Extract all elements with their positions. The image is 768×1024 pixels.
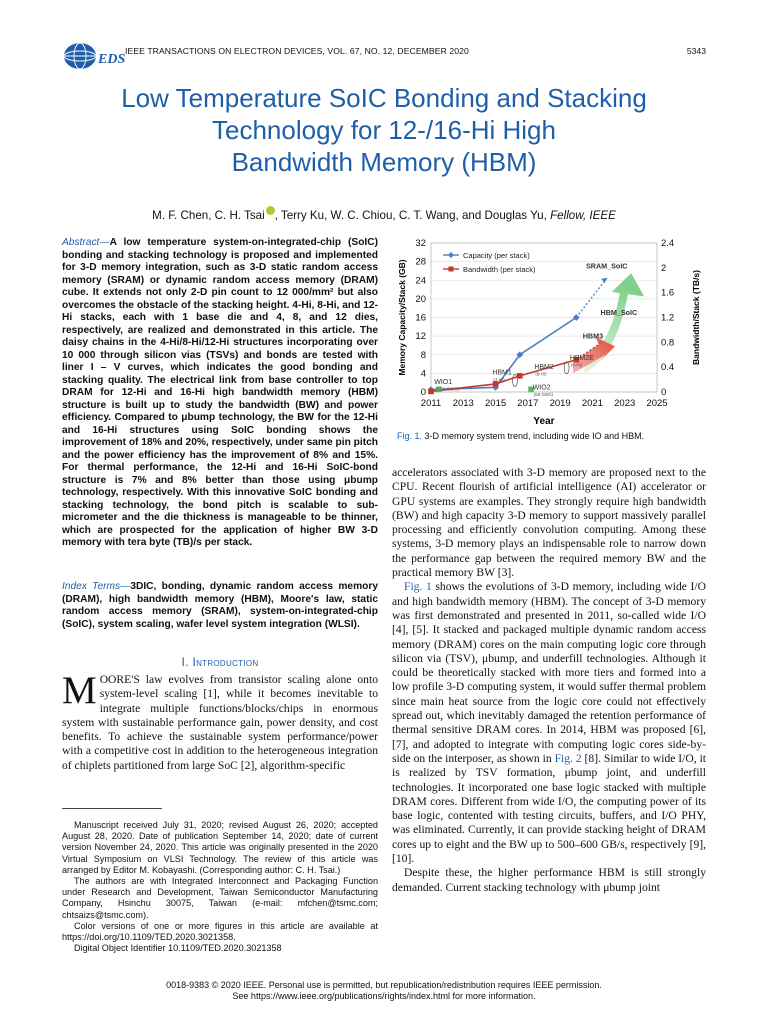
footnotes bbox=[62, 820, 378, 954]
title-line: Technology for 12-/16-Hi High bbox=[212, 115, 556, 145]
y-tick-right: 2.4 bbox=[661, 238, 675, 249]
y-tick-left: 8 bbox=[420, 349, 426, 361]
annotation-sublabel: (8-Hi) bbox=[535, 371, 547, 377]
y-tick-left: 28 bbox=[415, 256, 426, 268]
paragraph-text: shows the evolutions of 3-D memory, including wide I/O and high bandwidth memory (HBM). The concept of 3-D memory was first demonstrated and presented in 2011, so-called wide I/O [4], [5]. It stacked and packaged multiple dynamic random access memory (DRAM) cores on the main computing logic core through silicon via (TSV), μbump, and underfill technologies. Although it could be theoretically stacked with more tiers and formed into a low profile 3-D computing system, it would suffer thermal problem since main heat source from the logic core could not effectively spread out, which inevitably damaged the retention performance of thermal sensitive DRAM cores. In 2014, HBM was proposed [6], [7], and adopted to integrate with computing logic cores side-by-side on the interposer, as shown in bbox=[392, 580, 706, 765]
y-tick-left: 24 bbox=[415, 275, 426, 287]
running-head: IEEE TRANSACTIONS ON ELECTRON DEVICES, VOL. 67, NO. 12, DECEMBER 2020 bbox=[125, 46, 469, 56]
right-column-body bbox=[392, 466, 706, 895]
y-tick-left: 32 bbox=[415, 238, 426, 249]
eds-logo bbox=[62, 36, 126, 76]
author-honor: Fellow, IEEE bbox=[550, 209, 616, 222]
section-heading bbox=[62, 655, 378, 669]
figure-label[interactable]: Fig. 1. bbox=[397, 431, 423, 441]
trend-arrows bbox=[512, 273, 644, 386]
drop-cap: M bbox=[62, 669, 97, 712]
abstract: Abstract—A low temperature system-on-integrated-chip (SoIC) bonding and stacking technology is proposed and implemented for 3-D memory integration, such as 3-D static random access memory (SRAM) or dynamic random access memory (DRAM) cube. It extends not only 2-D pin count to 12 000/mm² but also overcomes the obstacle of the stacking height. 4-Hi, 8-Hi, and 12-Hi stacks, each with 1 base die and 4, 8, and 12 dies, respectively, are realized and demonstrated in this article. The daisy chains in the 4-Hi/8-Hi/12-Hi structures incorporating over 10 000 through silicon vias (TSVs) and bonds are tested with liner I – V curves, which indicates the good bonding and stacking quality. The electrical link from base controller to top DRAM for 12-Hi and 16-Hi high bandwidth memory (HBM) structure is built up to study the bandwidth (BW) and power efficiency. Compared to μbump technology, the BW for the 12-Hi and 16-Hi structures using SoIC bonding shows the improvement of 18% and 20%, respectively, under same pin pitch and the power efficiency has the improvement of 8% and 15%. For thermal performance, the 12-Hi and 16-Hi SoIC-bond structure is 7% and 8% better than those using μbump technology, respectively. With this innovative SoIC bonding and stacking technology, the bond pitch is scalable to sub-micrometer and the die thickness is manageable to be thinner, which are prospected for the application of higher BW 3-D memory with tera byte (TB)/s per stack. bbox=[62, 237, 378, 548]
copyright-line: 0018-9383 © 2020 IEEE. Personal use is permitted, but republication/redistribution requires IEEE permission. bbox=[166, 980, 602, 990]
author-names: M. F. Chen, C. H. Tsai bbox=[152, 209, 265, 222]
x-tick: 2021 bbox=[581, 398, 603, 409]
orcid-icon[interactable] bbox=[266, 206, 275, 215]
annotation-sublabel: (68 GB/s) bbox=[533, 392, 553, 398]
fig1-chart bbox=[393, 233, 707, 429]
figure-caption-text: 3-D memory system trend, including wide IO and HBM. bbox=[424, 431, 645, 441]
figure-caption bbox=[397, 431, 644, 441]
annotation-label: HBM1 bbox=[492, 369, 512, 377]
x-tick: 2025 bbox=[646, 398, 668, 409]
y-tick-right: 1.2 bbox=[661, 312, 675, 324]
y-axis-label-right: Bandwidth/Stack (TB/s) bbox=[691, 270, 701, 365]
legend-label: Bandwidth (per stack) bbox=[463, 265, 536, 274]
x-axis-label: Year bbox=[533, 416, 555, 427]
x-tick: 2011 bbox=[420, 398, 442, 409]
figure-link[interactable]: Fig. 1 bbox=[404, 580, 432, 594]
footnote-manuscript: Manuscript received July 31, 2020; revised August 26, 2020; accepted August 28, 2020. Date of publication September 14, 2020; date of current version November 24, 2020. This article was originally presented in the 2020 Virtual Symposium on VLSI Technology. The review of this article was arranged by Editor M. Kobayashi. (Corresponding author: C. H. Tsai.) bbox=[62, 820, 378, 875]
y-axis-label-left: Memory Capacity/Stack (GB) bbox=[397, 259, 407, 376]
annotation-label: HBM2E bbox=[569, 354, 594, 362]
paper-title bbox=[62, 82, 706, 178]
y-tick-left: 20 bbox=[415, 293, 426, 305]
page-number: 5343 bbox=[686, 46, 706, 56]
index-terms-text: 3DIC, bonding, dynamic random access memory (DRAM), high bandwidth memory (HBM), Moore's law, static random access memory (SRAM), system-on-integrated-chip (SoIC), system scaling, wafer level system integration (WLSI). bbox=[62, 581, 378, 630]
annotation-sublabel: (8-Hi) bbox=[570, 362, 583, 368]
copyright-line: See https://www.ieee.org/publications/rights/index.html for more information. bbox=[232, 991, 536, 1001]
intro-text: law evolves from transistor scaling alone onto system-level scaling [1], while it becomes inevitable to integrate multiple functions/blocks/chips in enormous system with sustainable performance gain, power density, and cost benefits. To achieve the sustainable system performance/power with a competitive cost in addition to the heterogeneous integration of chiplets partitioned from large SoC [2], algorithm-specific bbox=[62, 673, 378, 772]
footnote-divider bbox=[62, 808, 162, 809]
intro-lead: OORE'S bbox=[99, 673, 140, 686]
paragraph: Despite these, the higher performance HBM is still strongly demanded. Current stacking technology with μbump joint bbox=[392, 866, 706, 894]
abstract-label: Abstract bbox=[62, 237, 100, 248]
x-tick: 2013 bbox=[452, 398, 474, 409]
paragraph: accelerators associated with 3-D memory are proposed next to the CPU. Recent flourish of artificial intelligence (AI) accelerator or GPU systems are examples. They strongly require high bandwidth (BW) and high capacity 3-D memory to support massively parallel processing and efficiently convolution computing. Among these systems, 3-D memory plays an indispensable role to narrow down the performance gap between the required memory BW and the practical memory BW [3]. bbox=[392, 466, 706, 580]
annotation-sublabel: (4-Hi) bbox=[493, 376, 505, 382]
footnote-doi: Digital Object Identifier 10.1109/TED.2020.3021358 bbox=[74, 943, 282, 954]
y-tick-right: 0.4 bbox=[661, 362, 675, 374]
footnote-affiliation: The authors are with Integrated Interconnect and Packaging Function under Research and Development, Taiwan Semiconductor Manufacturing Company, Hsinchu 30075, Taiwan (e-mail: mfchen@tsmc.com; chtsaizs@tsmc.com). bbox=[62, 876, 378, 920]
y-tick-left: 0 bbox=[420, 387, 426, 398]
chart-axes bbox=[397, 238, 701, 427]
annotation-sublabel: (12.8 GB/S) bbox=[435, 386, 459, 392]
chart-legend bbox=[443, 251, 536, 274]
author-list bbox=[62, 206, 706, 222]
y-tick-right: 0.8 bbox=[661, 337, 675, 349]
annotation-label: WIO1 bbox=[434, 379, 453, 387]
y-tick-right: 1.6 bbox=[661, 287, 675, 299]
paragraph-text: [8]. Similar to wide I/O, it is realized by TSV formation, μbump joint, and underfill technologies. It incorporated one base logic stacked with multiple DRAM cores. Different from wide I/O, the computing power of its base logic, contented with testing circuits, buffers, and I/O PHY, was eliminated. Currently, it can provide stacking height of DRAM cores up to eight and the BW up to 500–600 GB/s, respectively [9], [10]. bbox=[392, 751, 707, 866]
index-terms: Index Terms—3DIC, bonding, dynamic random access memory (DRAM), high bandwidth memory (HBM), Moore's law, static random access memory (SRAM), system-on-integrated-chip (SoIC), system scaling, wafer level system integration (WLSI). bbox=[62, 581, 378, 630]
bandwidth-point bbox=[517, 373, 523, 379]
bandwidth-point bbox=[493, 381, 499, 387]
legend-marker bbox=[449, 267, 454, 272]
figure-link[interactable]: Fig. 2 bbox=[554, 751, 582, 765]
x-tick: 2017 bbox=[517, 398, 539, 409]
y-tick-right: 2 bbox=[661, 262, 667, 274]
y-tick-left: 4 bbox=[420, 368, 426, 380]
x-tick: 2015 bbox=[485, 398, 507, 409]
annotation-label: WIO2 bbox=[532, 384, 551, 392]
title-line: Bandwidth Memory (HBM) bbox=[231, 147, 537, 177]
x-tick: 2023 bbox=[614, 398, 636, 409]
section-number: I. bbox=[181, 655, 189, 669]
author-names-rest: , Terry Ku, W. C. Chiou, C. T. Wang, and Douglas Yu, bbox=[274, 209, 547, 222]
copyright-notice bbox=[62, 980, 706, 1002]
legend-marker bbox=[448, 252, 454, 258]
y-tick-left: 12 bbox=[415, 331, 426, 343]
y-tick-right: 0 bbox=[661, 387, 667, 398]
footnote-color-versions: Color versions of one or more figures in this article are available at https://doi.org/10.1109/TED.2020.3021358. bbox=[62, 920, 378, 943]
chart-annotations bbox=[434, 262, 637, 398]
annotation-label: HBM_SoIC bbox=[600, 308, 638, 318]
paragraph bbox=[392, 580, 706, 866]
index-terms-label: Index Terms bbox=[62, 581, 121, 592]
bandwidth-point bbox=[428, 389, 434, 395]
annotation-label: SRAM_SoIC bbox=[585, 261, 628, 271]
section-title: Introduction bbox=[192, 655, 259, 669]
x-tick: 2019 bbox=[549, 398, 571, 409]
abstract-text: A low temperature system-on-integrated-chip (SoIC) bonding and stacking technology is proposed and implemented for 3-D memory integration, such as 3-D static random access memory (SRAM) or dynamic random access memory (DRAM) cube. It extends not only 2-D pin count to 12 000/mm² but also overcomes the obstacle of the stacking height. 4-Hi, 8-Hi, and 12-Hi stacks, each with 1 base die and 4, 8, and 12 dies, respectively, are realized and demonstrated in this article. The daisy chains in the 4-Hi/8-Hi/12-Hi structures incorporating over 10 000 through silicon vias (TSVs) and bonds are tested with liner I – V curves, which indicates the good bonding and stacking quality. The electrical link from base controller to top DRAM for 12-Hi and 16-Hi high bandwidth memory (HBM) structure is built up to study the bandwidth (BW) and power efficiency. Compared to μbump technology, the BW for the 12-Hi and 16-Hi structures using SoIC bonding shows the improvement of 18% and 20%, respectively, under same pin pitch and the power efficiency has the improvement of 8% and 15%. For thermal performance, the 12-Hi and 16-Hi SoIC-bond structure is 7% and 8% better than those using μbump technology, respectively. With this innovative SoIC bonding and stacking technology, the bond pitch is scalable to sub-micrometer and the die thickness is manageable to be thinner, which are prospected for the application of higher BW 3-D memory with tera byte (TB)/s per stack. bbox=[62, 237, 378, 548]
annotation-label: HBM3 bbox=[582, 331, 604, 341]
intro-paragraph bbox=[62, 669, 378, 773]
title-line: Low Temperature SoIC Bonding and Stacking bbox=[121, 83, 647, 113]
y-tick-left: 16 bbox=[415, 312, 426, 324]
logo-text: EDS bbox=[98, 52, 126, 67]
annotation-label: HBM2 bbox=[534, 364, 554, 372]
legend-label: Capacity (per stack) bbox=[463, 251, 530, 260]
